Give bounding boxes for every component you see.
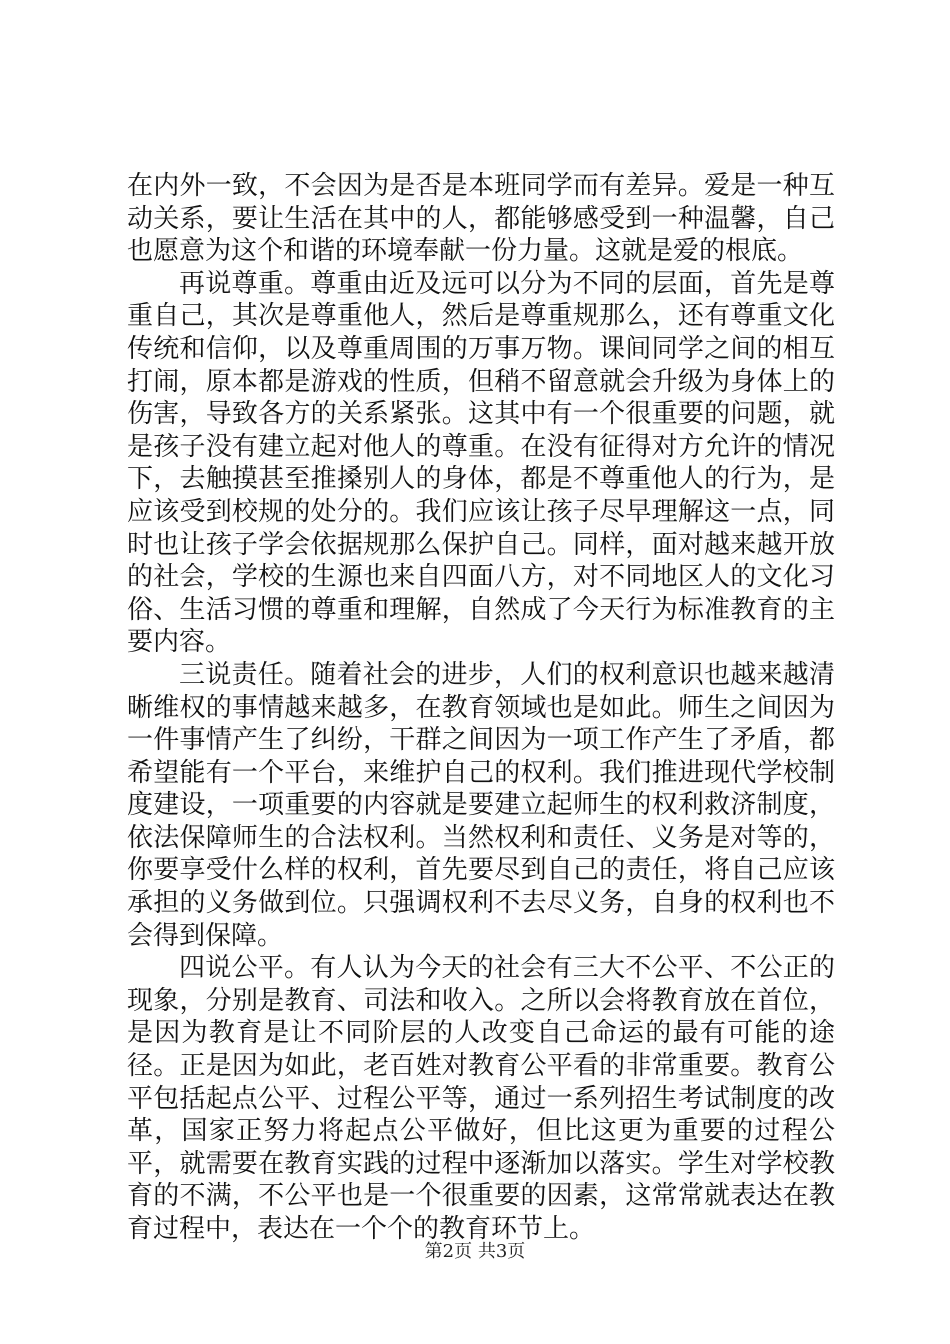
paragraph-love-continued: 在内外一致，不会因为是否是本班同学而有差异。爱是一种互动关系，要让生活在其中的人，都能够感受到一种温馨，自己也愿意为这个和谐的环境奉献一份力量。这就是爱的根底。 [127,171,835,267]
document-body [127,170,835,1246]
paragraph-responsibility: 三说责任。随着社会的进步，人们的权利意识也越来越清晰维权的事情越来越多，在教育领域也是如此。师生之间因为一件事情产生了纠纷，干群之间因为一项工作产生了矛盾，都希望能有一个平台，来维护自己的权利。我们推进现代学校制度建设，一项重要的内容就是要建立起师生的权利救济制度，依法保障师生的合法权利。当然权利和责任、义务是对等的，你要享受什么样的权利，首先要尽到自己的责任，将自己应该承担的义务做到位。只强调权利不去尽义务，自身的权利也不会得到保障。 [127,659,835,951]
paragraph-respect: 再说尊重。尊重由近及远可以分为不同的层面，首先是尊重自己，其次是尊重他人，然后是尊重规那么，还有尊重文化传统和信仰，以及尊重周围的万事万物。课间同学之间的相互打闹，原本都是游戏的性质，但稍不留意就会升级为身体上的伤害，导致各方的关系紧张。这其中有一个很重要的问题，就是孩子没有建立起对他人的尊重。在没有征得对方允许的情况下，去触摸甚至推搡别人的身体，都是不尊重他人的行为，是应该受到校规的处分的。我们应该让孩子尽早理解这一点，同时也让孩子学会依据规那么保护自己。同样，面对越来越开放的社会，学校的生源也来自四面八方，对不同地区人的文化习俗、生活习惯的尊重和理解，自然成了今天行为标准教育的主要内容。 [127,268,835,658]
page-footer: 第2页 共3页 [424,1241,526,1262]
paragraph-fairness: 四说公平。有人认为今天的社会有三大不公平、不公正的现象，分别是教育、司法和收入。之所以会将教育放在首位，是因为教育是让不同阶层的人改变自己命运的最有可能的途径。正是因为如此，老百姓对教育公平看的非常重要。教育公平包括起点公平、过程公平等，通过一系列招生考试制度的改革，国家正努力将起点公平做好，但比这更为重要的过程公平，就需要在教育实践的过程中逐渐加以落实。学生对学校教育的不满，不公平也是一个很重要的因素，这常常就表达在教育过程中，表达在一个个的教育环节上。 [127,953,835,1244]
